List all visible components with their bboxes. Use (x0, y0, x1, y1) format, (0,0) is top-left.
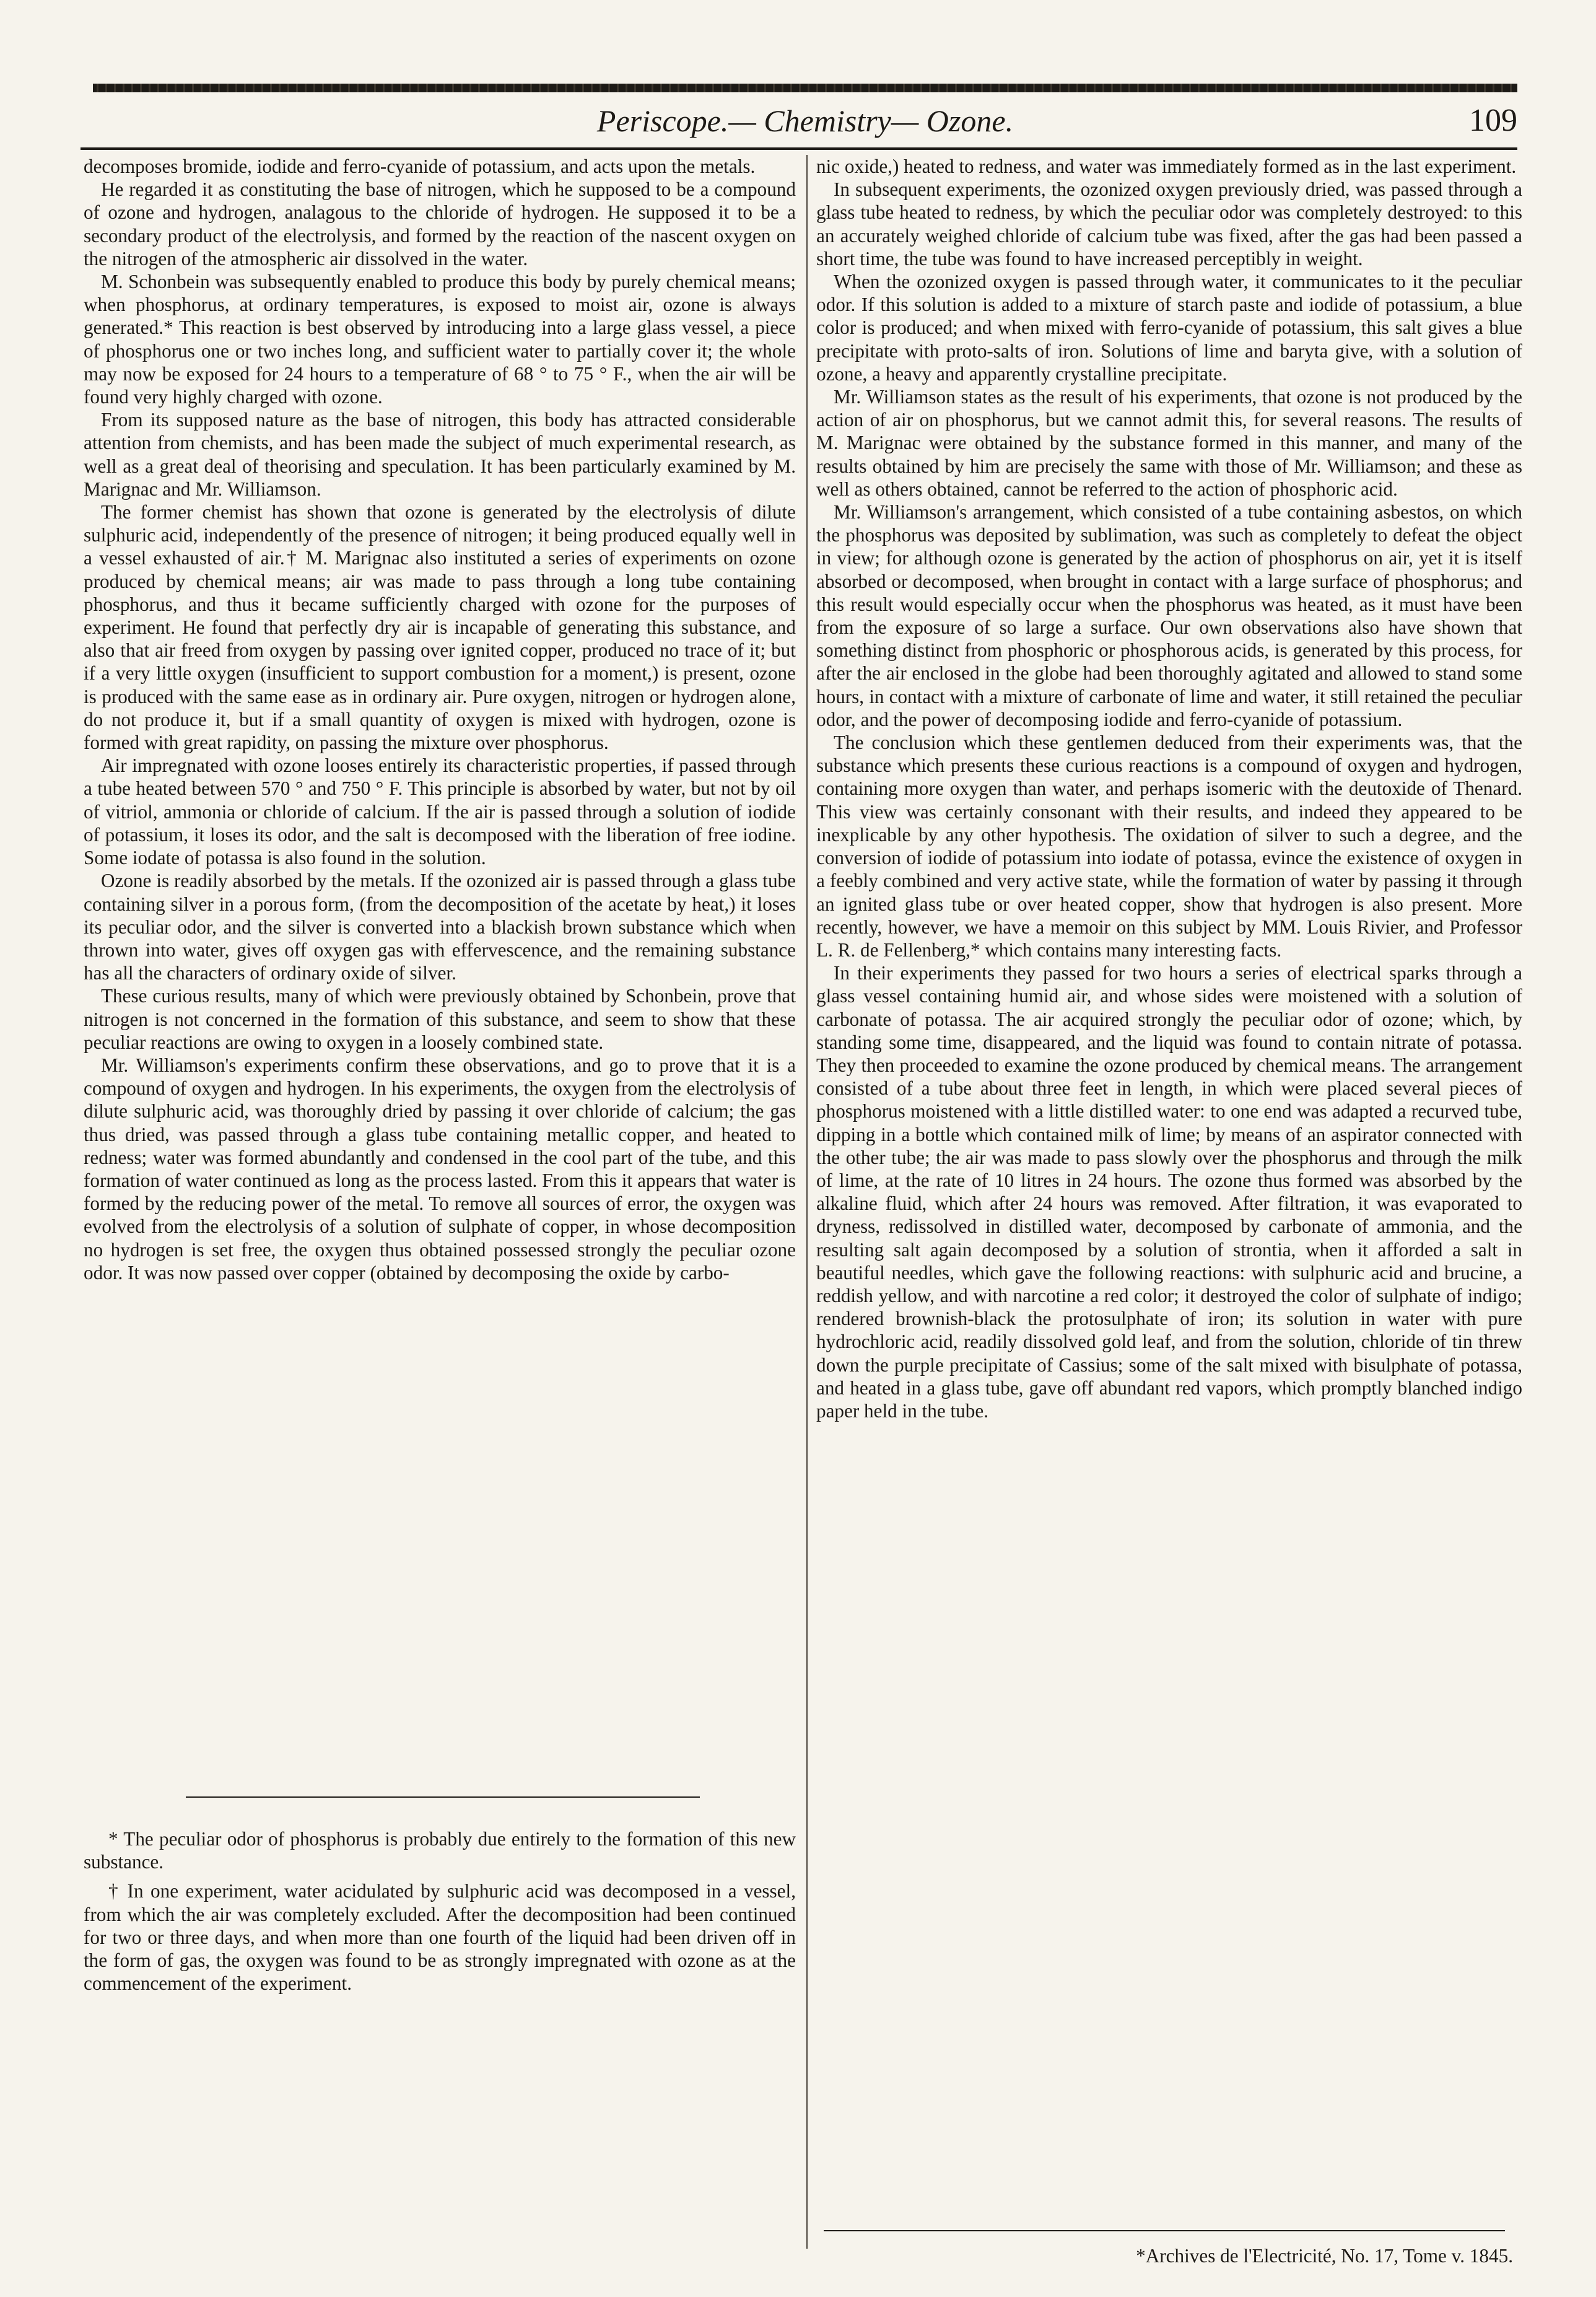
left-paragraph-3: M. Schonbein was subsequently enabled to produce this body by purely chemical means; when phosphorus, at ordinary temperatures, is exposed to moist air, ozone is always generated.* This reaction is best observed by introducing into a large glass vessel, a piece of phosphorus one or two inches long, and sufficient water to partially cover it; the whole may now be exposed for 24 hours to a temperature of 68 ° to 75 ° F., when the air will be found very highly charged with ozone. (84, 271, 796, 408)
right-paragraph-5: Mr. Williamson's arrangement, which consisted of a tube containing asbestos, on which the phosphorus was deposited by sublimation, was such as completely to defeat the object in view; for although ozone is generated by the action of phosphorus on air, yet it is itself absorbed or decomposed, when brought in contact with a large surface of phosphorus; and this result would especially occur when the phosphorus was heated, as it must have been from the exposure of so large a surface. Our own observations also have shown that something distinct from phosphoric or phosphorous acids, is generated by this process, for after the air enclosed in the globe had been thoroughly agitated and allowed to stand some hours, in contact with a mixture of carbonate of lime and water, it still retained the peculiar odor, and the power of decomposing iodide and ferro-cyanide of potassium. (816, 501, 1522, 730)
right-paragraph-4: Mr. Williamson states as the result of his experiments, that ozone is not produced by the action of air on phosphorus, but we cannot admit this, for several reasons. The results of M. Marignac were obtained by the substance formed in this manner, and many of the results obtained by him are precisely the same with those of Mr. Williamson; and these as well as others obtained, cannot be referred to the action of phosphoric acid. (816, 386, 1522, 500)
left-paragraph-8: These curious results, many of which were previously obtained by Schonbein, prove that nitrogen is not concerned in the formation of this substance, and seem to show that these peculiar reactions are owing to oxygen in a loosely combined state. (84, 985, 796, 1053)
footnote-archives: *Archives de l'Electricité, No. 17, Tome v. 1845. (1136, 2245, 1513, 2267)
left-paragraph-7: Ozone is readily absorbed by the metals. If the ozonized air is passed through a glass tube containing silver in a porous form, (from the decomposition of the acetate by heat,) it loses its peculiar odor, and the silver is converted into a blackish brown substance which when thrown into water, gives off oxygen gas with effervescence, and the remaining substance has all the characters of ordinary oxide of silver. (84, 870, 796, 984)
right-paragraph-6: The conclusion which these gentlemen deduced from their experiments was, that the substance which presents these curious reactions is a compound of oxygen and hydrogen, containing more oxygen than water, and perhaps isomeric with the deutoxide of Thenard. This view was certainly consonant with their results, and indeed they appeared to be inexplicable by any other hypothesis. The oxidation of silver to such a degree, and the conversion of iodide of potassium into iodate of potassa, evince the existence of oxygen in a feebly combined and very active state, while the formation of water by passing it through an ignited glass tube or over heated copper, show that hydrogen is also present. More recently, however, we have a memoir on this subject by MM. Louis Rivier, and Professor L. R. de Fellenberg,* which contains many interesting facts. (816, 732, 1522, 961)
footnote-rule-right (824, 2230, 1505, 2231)
footnote-dagger: † In one experiment, water acidulated by sulphuric acid was decomposed in a vessel, from which the air was completely excluded. After the decomposition had been continued for two or three days, and when more than one fourth of the liquid had been driven off in the form of gas, the oxygen was found to be as strongly impregnated with ozone as at the commencement of the experiment. (84, 1880, 796, 1995)
right-paragraph-7: In their experiments they passed for two hours a series of electrical sparks through a glass vessel containing humid air, and whose sides were moistened with a solution of carbonate of potassa. The air acquired strongly the peculiar odor of ozone; which, by standing some time, disappeared, and the liquid was found to contain nitrate of potassa. They then proceeded to examine the ozone produced by chemical means. The arrangement consisted of a tube about three feet in length, in which were placed several pieces of phosphorus moistened with a little distilled water: to one end was adapted a recurved tube, dipping in a bottle which contained milk of lime; by means of an aspirator connected with the other tube; the air was made to pass slowly over the phosphorus and through the milk of lime, at the rate of 10 litres in 24 hours. The ozone thus formed was absorbed by the alkaline fluid, which after 24 hours was removed. After filtration, it was evaporated to dryness, redissolved in distilled water, decomposed by carbonate of ammonia, and the resulting salt again decomposed by a solution of strontia, when it afforded a salt in beautiful needles, which gave the following reactions: with sulphuric acid and brucine, a reddish yellow, and with narcotine a red color; it destroyed the color of sulphate of indigo; rendered brownish-black the protosulphate of iron; its solution in water with pure hydrochloric acid, readily dissolved gold leaf, and from the solution, chloride of tin threw down the purple precipitate of Cassius; some of the salt mixed with bisulphate of potassa, and heated in a glass tube, gave off abundant red vapors, which promptly blanched indigo paper held in the tube. (816, 962, 1522, 1422)
left-paragraph-1: decomposes bromide, iodide and ferro-cyanide of potassium, and acts upon the metals. (84, 155, 756, 177)
footnote-asterisk: * The peculiar odor of phosphorus is probably due entirely to the formation of this new substance. (84, 1828, 796, 1873)
page-number: 109 (1469, 103, 1517, 138)
top-decorative-rule (93, 84, 1517, 92)
right-paragraph-2: In subsequent experiments, the ozonized oxygen previously dried, was passed through a glass tube heated to redness, by which the peculiar odor was completely destroyed: to this an accurately weighed chloride of calcium tube was fixed, after the gas had been passed a short time, the tube was found to have increased perceptibly in weight. (816, 178, 1522, 269)
right-paragraph-3: When the ozonized oxygen is passed through water, it communicates to it the peculiar odor. If this solution is added to a mixture of starch paste and iodide of potassium, a blue color is produced; and when mixed with ferro-cyanide of potassium, this salt gives a blue precipitate with proto-salts of iron. Solutions of lime and baryta give, with a solution of ozone, a heavy and apparently crystalline precipitate. (816, 271, 1522, 385)
left-paragraph-5: The former chemist has shown that ozone is generated by the electrolysis of dilute sulphuric acid, independently of the presence of nitrogen; it being produced equally well in a vessel exhausted of air.† M. Marignac also instituted a series of experiments on ozone produced by chemical means; air was made to pass through a long tube containing phosphorus, and thus it became sufficiently charged with ozone for the purposes of experiment. He found that perfectly dry air is incapable of generating this substance, and also that air freed from oxygen by passing over ignited copper, produced no trace of it; but if a very little oxygen (insufficient to support combustion for a moment,) is present, ozone is produced with the same ease as in ordinary air. Pure oxygen, nitrogen or hydrogen alone, do not produce it, but if a small quantity of oxygen is mixed with hydrogen, ozone is formed with great rapidity, on passing the mixture over phosphorus. (84, 501, 796, 754)
left-column (84, 155, 796, 1284)
column-divider (806, 155, 808, 2249)
left-paragraph-2: He regarded it as constituting the base of nitrogen, which he supposed to be a compound of ozone and hydrogen, analagous to the chloride of hydrogen. He supposed it to be a secondary product of the electrolysis, and formed by the reaction of the nascent oxygen on the nitrogen of the atmospheric air dissolved in the water. (84, 178, 796, 269)
left-paragraph-6: Air impregnated with ozone looses entirely its characteristic properties, if passed through a tube heated between 570 ° and 750 ° F. This principle is absorbed by water, but not by oil of vitriol, ammonia or chloride of calcium. If the air is passed through a solution of iodide of potassium, it loses its odor, and the salt is decomposed with the liberation of free iodine. Some iodate of potassa is also found in the solution. (84, 755, 796, 869)
header-rule (81, 147, 1517, 150)
page-header (93, 99, 1517, 142)
footnote-rule-left (186, 1796, 700, 1798)
right-column (816, 155, 1522, 1422)
footnotes-left (84, 1827, 796, 2001)
running-head: Periscope.— Chemistry— Ozone. (596, 103, 1014, 138)
right-paragraph-1: nic oxide,) heated to redness, and water was immediately formed as in the last experiment. (816, 155, 1517, 177)
left-paragraph-9: Mr. Williamson's experiments confirm these observations, and go to prove that it is a compound of oxygen and hydrogen. In his experiments, the oxygen from the electrolysis of dilute sulphuric acid, was thoroughly dried by passing it over chloride of calcium; the gas thus dried, was passed through a glass tube containing metallic copper, and heated to redness; water was formed abundantly and condensed in the cool part of the tube, and this formation of water continued as long as the process lasted. From this it appears that water is formed by the reducing power of the metal. To remove all sources of error, the oxygen was evolved from the electrolysis of a solution of sulphate of copper, in whose decomposition no hydrogen is set free, the oxygen thus obtained possessed strongly the peculiar ozone odor. It was now passed over copper (obtained by decomposing the oxide by carbo- (84, 1054, 796, 1284)
left-paragraph-4: From its supposed nature as the base of nitrogen, this body has attracted considerable attention from chemists, and has been made the subject of much experimental research, as well as a great deal of theorising and speculation. It has been particularly examined by M. Marignac and Mr. Williamson. (84, 409, 796, 500)
